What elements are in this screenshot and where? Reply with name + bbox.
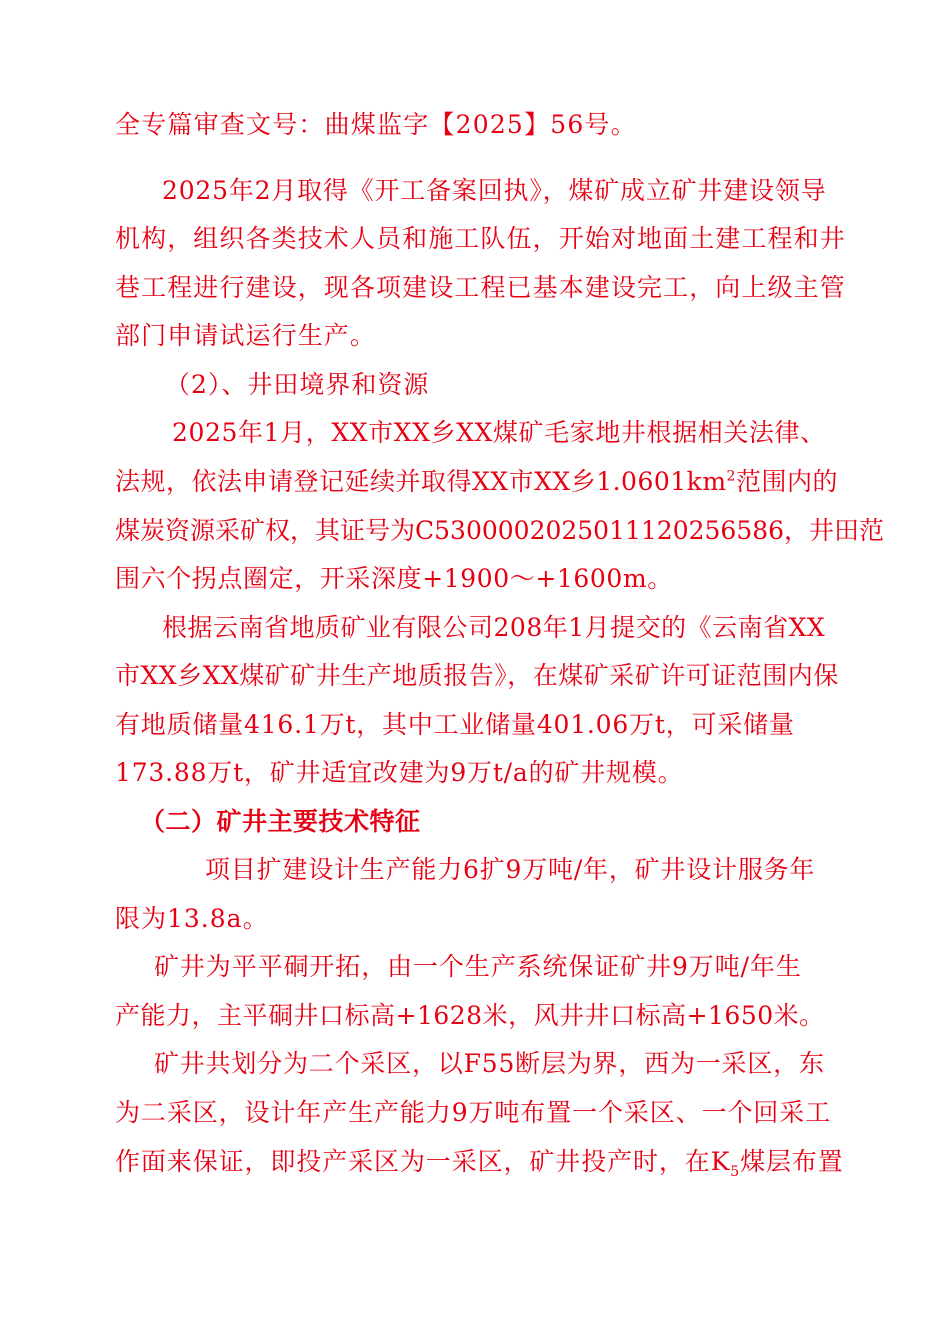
text-line: 围六个拐点圈定，开采深度+1900～+1600m。 (115, 564, 673, 593)
paragraph-first-line: 项目扩建设计生产能力6扩9万吨/年，矿井设计服务年 (205, 855, 816, 884)
text-line: 巷工程进行建设，现各项建设工程已基本建设完工，向上级主管 (115, 273, 846, 302)
text-line: 煤炭资源采矿权，其证号为C5300002025011120256586，井田范 (115, 516, 885, 545)
section-heading: （二）矿井主要技术特征 (140, 807, 421, 836)
text-fragment: 范围内的 (735, 467, 838, 496)
paragraph-first-line: 根据云南省地质矿业有限公司208年1月提交的《云南省XX (162, 613, 826, 642)
text-line: 173.88万t，矿井适宜改建为9万t/a的矿井规模。 (115, 758, 684, 787)
superscript: 2 (726, 468, 736, 485)
text-line: 全专篇审查文号：曲煤监字【2025】56号。 (115, 110, 637, 139)
text-line: 有地质储量416.1万t，其中工业储量401.06万t，可采储量 (115, 710, 795, 739)
subscript: 5 (730, 1164, 741, 1180)
text-line (115, 1145, 844, 1179)
paragraph-first-line: 2025年1月，XX市XX乡XX煤矿毛家地井根据相关法律、 (172, 418, 826, 447)
section-subheading: （2）、井田境界和资源 (165, 370, 430, 399)
paragraph-first-line: 矿井共划分为二个采区，以F55断层为界，西为一采区，东 (154, 1049, 825, 1078)
text-line: 为二采区，设计年产生产能力9万吨布置一个采区、一个回采工 (115, 1098, 832, 1127)
text-line: 限为13.8a。 (115, 904, 269, 933)
text-line (115, 465, 838, 499)
text-fragment: 作面来保证，即投产采区为一采区，矿井投产时，在K (115, 1147, 731, 1176)
text-fragment: 煤层布置 (740, 1147, 844, 1176)
text-line: 部门申请试运行生产。 (115, 321, 377, 350)
paragraph-first-line: 2025年2月取得《开工备案回执》，煤矿成立矿井建设领导 (162, 176, 827, 205)
text-fragment: 法规，依法申请登记延续并取得XX市XX乡1.0601km (115, 467, 727, 496)
text-line: 机构，组织各类技术人员和施工队伍，开始对地面土建工程和井 (115, 224, 846, 253)
text-line: 产能力，主平硐井口标高+1628米，风井井口标高+1650米。 (115, 1001, 825, 1030)
paragraph-first-line: 矿井为平平硐开拓，由一个生产系统保证矿井9万吨/年生 (154, 952, 802, 981)
text-line: 市XX乡XX煤矿矿井生产地质报告》，在煤矿采矿许可证范围内保 (115, 661, 839, 690)
